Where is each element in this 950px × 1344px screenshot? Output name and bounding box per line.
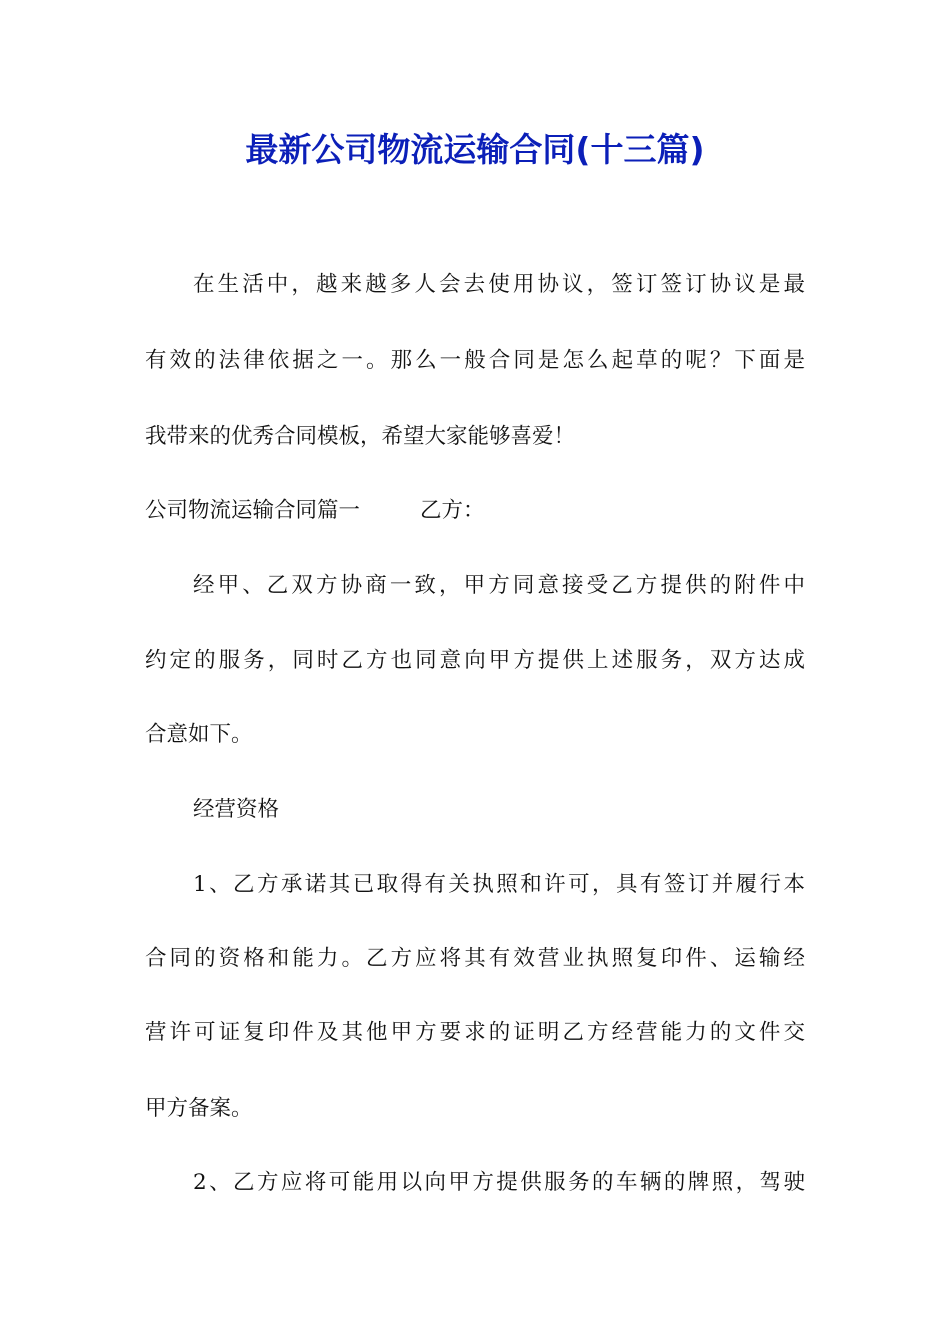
- agreement-line-1: 经甲、乙双方协商一致，甲方同意接受乙方提供的附件中: [193, 573, 805, 598]
- intro-line-3: 我带来的优秀合同模板，希望大家能够喜爱！: [145, 424, 576, 449]
- section-heading: 公司物流运输合同篇一: [145, 498, 361, 523]
- intro-line-2: 有效的法律依据之一。那么一般合同是怎么起草的呢？下面是: [145, 348, 805, 373]
- clause1-line-4: 甲方备案。: [145, 1096, 253, 1121]
- party-b-label: 乙方：: [420, 498, 485, 523]
- subheading: 经营资格: [193, 797, 280, 822]
- agreement-line-3: 合意如下。: [145, 722, 253, 747]
- clause1-line-3: 营许可证复印件及其他甲方要求的证明乙方经营能力的文件交: [145, 1020, 805, 1045]
- clause1-line-2: 合同的资格和能力。乙方应将其有效营业执照复印件、运输经: [145, 946, 805, 971]
- intro-line-1: 在生活中，越来越多人会去使用协议，签订签订协议是最: [193, 272, 805, 297]
- section-heading-row: [145, 496, 805, 526]
- agreement-line-2: 约定的服务，同时乙方也同意向甲方提供上述服务，双方达成: [145, 648, 805, 673]
- clause2-line-1: 2、乙方应将可能用以向甲方提供服务的车辆的牌照，驾驶: [193, 1170, 805, 1195]
- document-title: 最新公司物流运输合同(十三篇): [245, 130, 705, 169]
- clause1-line-1: 1、乙方承诺其已取得有关执照和许可，具有签订并履行本: [193, 872, 805, 897]
